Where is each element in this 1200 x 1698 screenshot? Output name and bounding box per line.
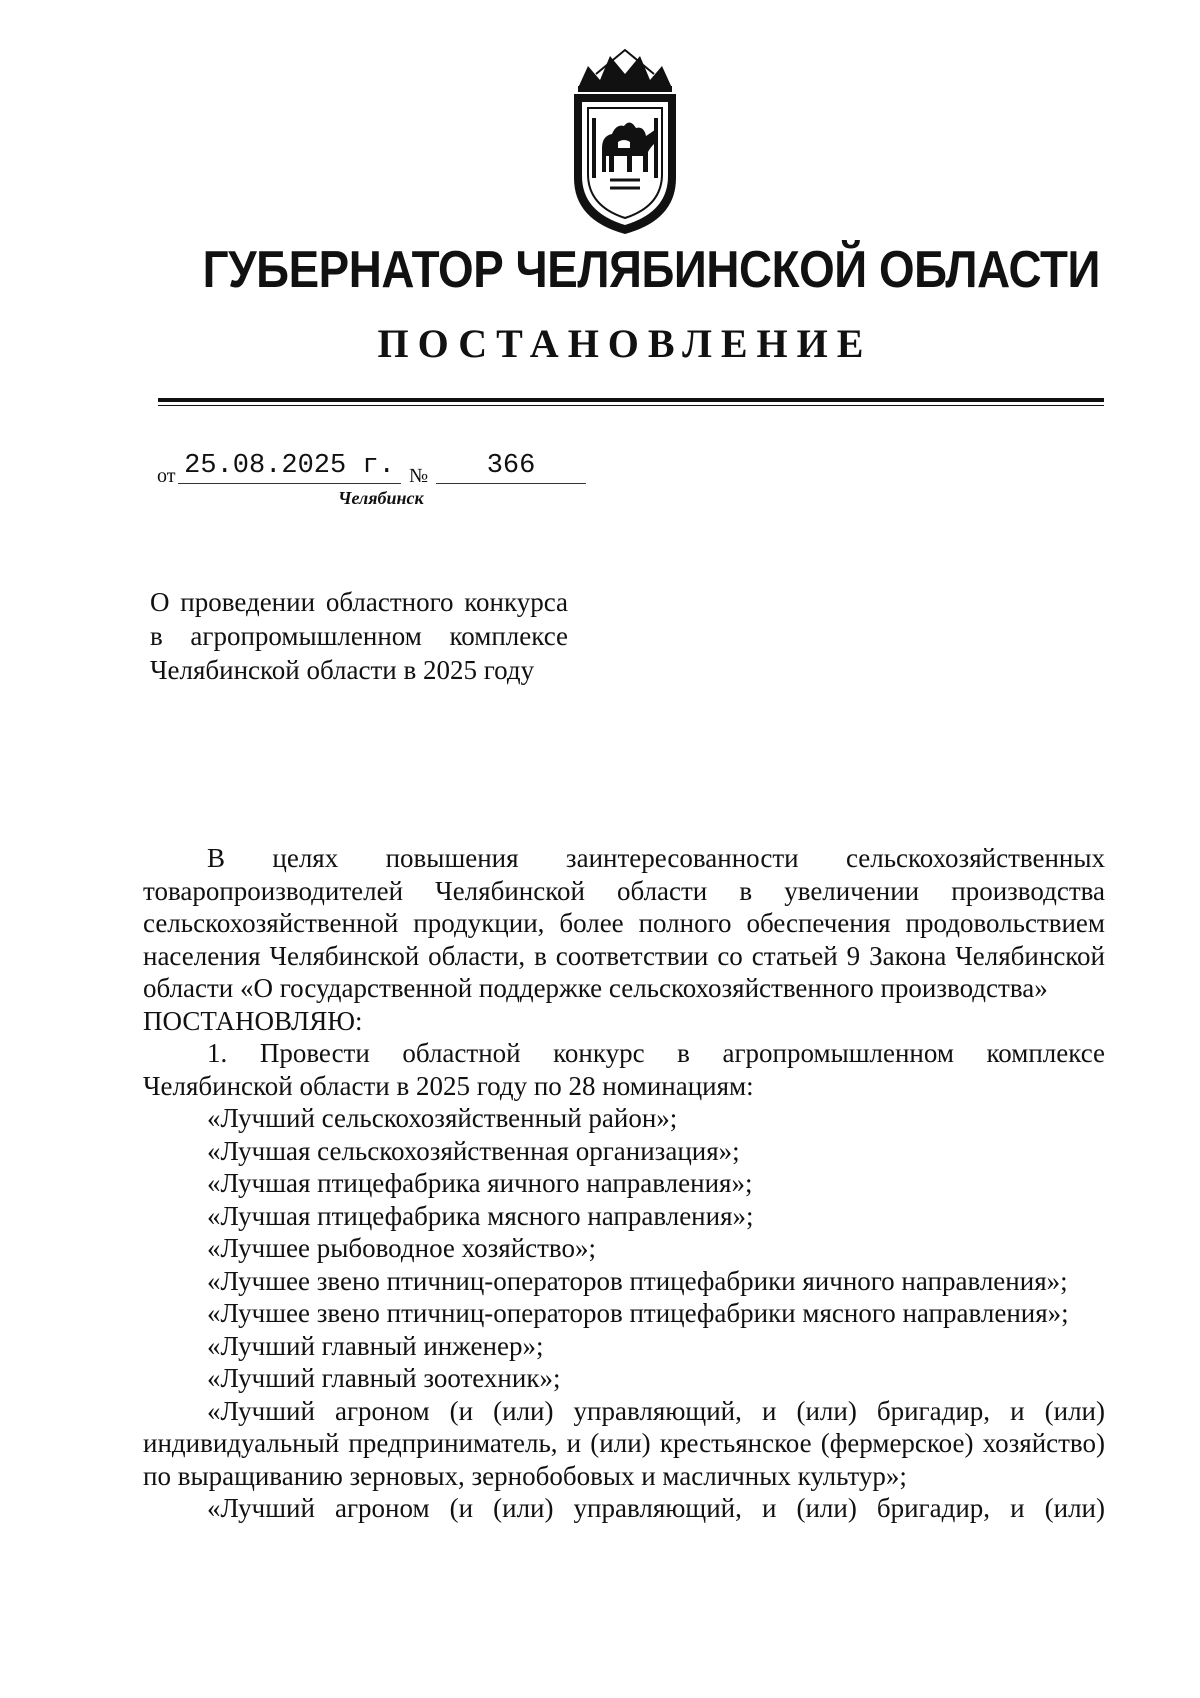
header-divider-thin (158, 405, 1104, 406)
issue-city: Челябинск (338, 488, 424, 508)
document-body (143, 842, 1105, 1525)
document-subject: О проведении областного конкурса в агропромышленном комплексе Челябинской области в 2025 году (150, 587, 568, 685)
nomination-item: «Лучший сельскохозяйственный район»; (207, 1103, 678, 1133)
nomination-item: «Лучшая птицефабрика яичного направления»; (207, 1168, 753, 1198)
chelyabinsk-coat-of-arms-icon (566, 48, 684, 238)
date-prefix-label: от (157, 465, 176, 487)
nomination-item: «Лучший главный инженер»; (207, 1330, 544, 1361)
nomination-item: «Лучшая птицефабрика мясного направления»; (207, 1200, 754, 1231)
nomination-item: «Лучший агроном (и (или) управляющий, и (или) бригадир, и (или) индивидуальный предприниматель, и (или) крестьянское (фермерское) хозяйство) по выращиванию зерновых, зернобобовых и масличных культур»; (143, 1395, 1105, 1491)
document-date: 25.08.2025 г. (184, 451, 395, 481)
header-divider (158, 398, 1104, 402)
document-type: ПОСТАНОВЛЕНИЕ (377, 321, 873, 366)
decree-word: ПОСТАНОВЛЯЮ: (143, 1005, 363, 1036)
nomination-item: «Лучшее звено птичниц-операторов птицефабрики мясного направления»; (207, 1298, 1069, 1328)
nomination-item: «Лучшее рыбоводное хозяйство»; (207, 1233, 596, 1263)
nomination-item-continued: «Лучший агроном (и (или) управляющий, и (или) бригадир, и (или) (207, 1493, 1105, 1523)
document-number: 366 (486, 451, 536, 481)
nomination-item: «Лучший главный зоотехник»; (207, 1363, 561, 1393)
nomination-item: «Лучшее звено птичниц-операторов птицефабрики яичного направления»; (207, 1265, 1068, 1296)
item-1-intro: 1. Провести областной конкурс в агропромышленном комплексе Челябинской области в 2025 году по 28 номинациям: (143, 1038, 1105, 1101)
issuing-authority: ГУБЕРНАТОР ЧЕЛЯБИНСКОЙ ОБЛАСТИ (202, 241, 1100, 299)
number-underline (436, 483, 586, 484)
number-prefix-label: № (409, 465, 429, 487)
date-underline (178, 483, 401, 484)
preamble-paragraph: В целях повышения заинтересованности сельскохозяйственных товаропроизводителей Челябинской области в увеличении производства сельскохозяйственной продукции, более полного обеспечения продовольствием населения Челябинской области, в соответствии со статьей 9 Закона Челябинской области «О государственной поддержке сельскохозяйственного производства» (143, 843, 1105, 1003)
nomination-item: «Лучшая сельскохозяйственная организация»; (207, 1135, 740, 1166)
